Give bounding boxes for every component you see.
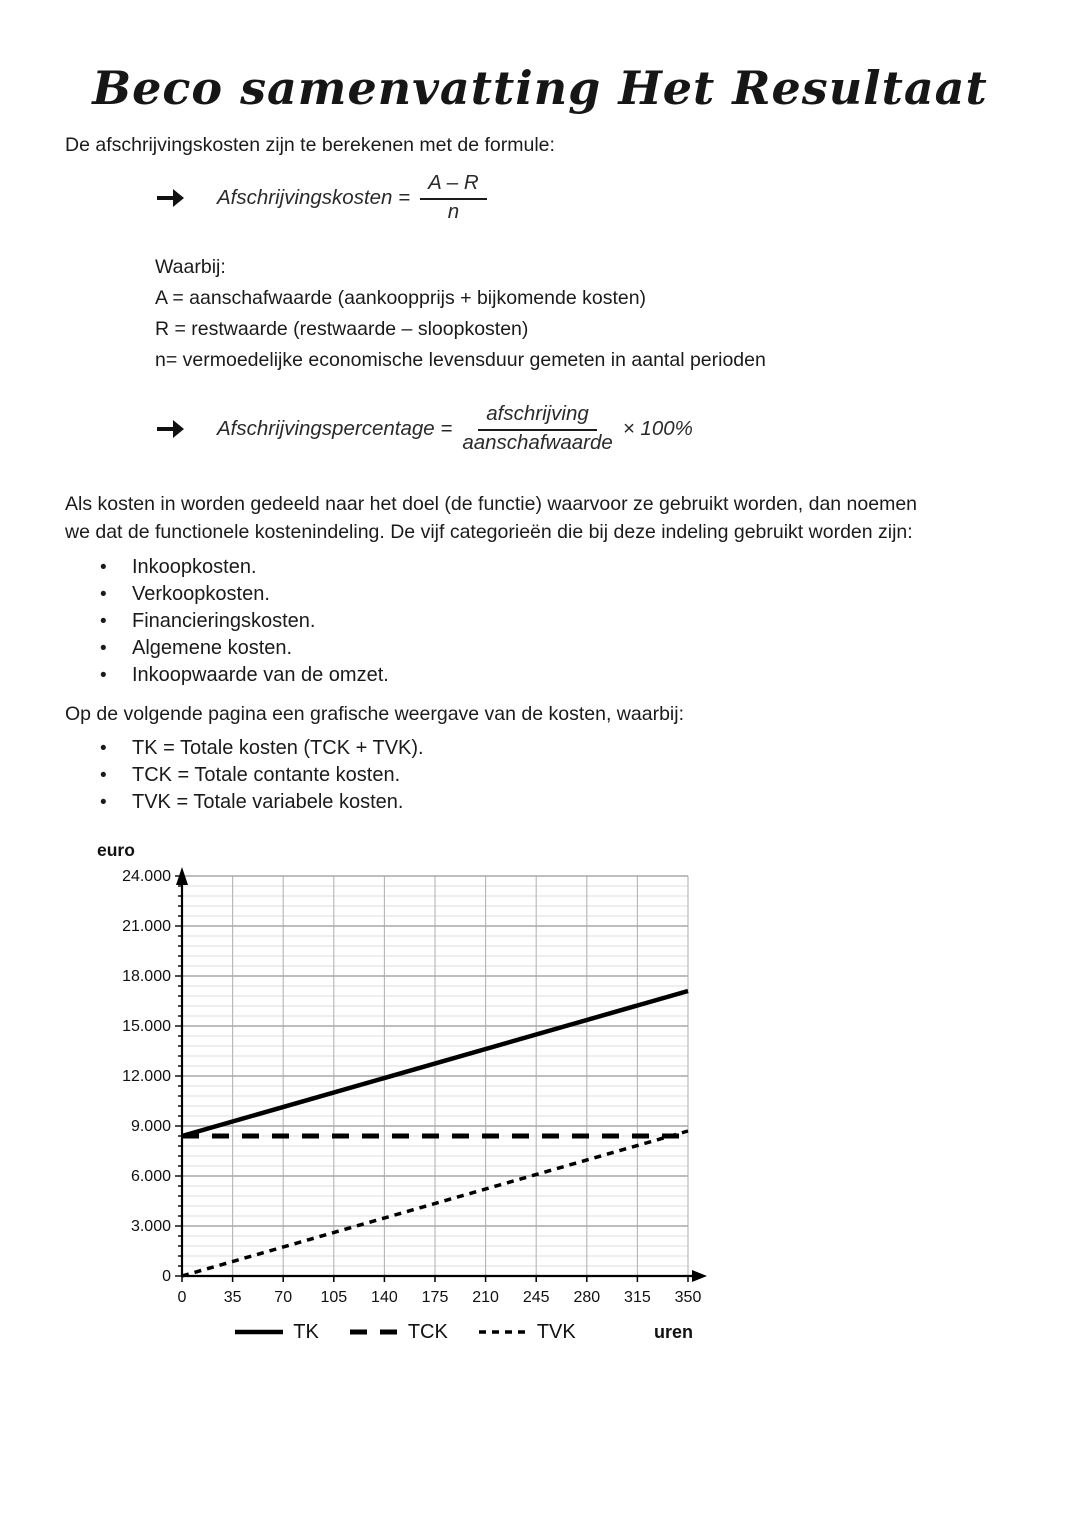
legend-item-tck — [349, 1321, 448, 1344]
list-item — [100, 608, 1080, 635]
paragraph-line: we dat de functionele kostenindeling. De vijf categorieën die bij deze indeling gebruikt worden zijn: — [65, 520, 913, 543]
intro-lead: De afschrijvingskosten zijn te berekenen met de formule: — [65, 133, 555, 156]
formula-lhs: Afschrijvingskosten = — [217, 185, 411, 209]
fraction-numerator: afschrijving — [478, 402, 597, 431]
formula-afschrijvingskosten — [155, 171, 1080, 224]
legend-item-tk — [234, 1321, 319, 1344]
arrow-right-icon — [155, 418, 185, 440]
definition-line: A = aanschafwaarde (aankoopprijs + bijkomende kosten) — [155, 287, 647, 310]
definition-line: R = restwaarde (restwaarde – sloopkosten) — [155, 318, 529, 341]
functional-costs-list — [0, 554, 1080, 689]
list-item — [100, 581, 1080, 608]
long-dash-line-icon — [349, 1326, 399, 1338]
y-tick-label: 15.000 — [122, 1017, 171, 1035]
x-tick-label: 210 — [472, 1288, 499, 1306]
bullet-icon: • — [100, 791, 107, 813]
x-tick-label: 140 — [371, 1288, 398, 1306]
bullet-icon: • — [100, 611, 107, 633]
functional-costs-paragraph — [65, 491, 1080, 546]
x-tick-label: 0 — [177, 1288, 187, 1306]
list-item — [100, 762, 1080, 789]
formula-lhs: Afschrijvingspercentage = — [217, 416, 453, 440]
legend-item-tvk — [478, 1321, 576, 1344]
x-tick-label: 280 — [573, 1288, 601, 1306]
x-tick-label: 245 — [522, 1288, 550, 1306]
fraction-numerator: A – R — [420, 171, 487, 200]
cost-chart — [95, 840, 715, 1344]
fraction — [420, 171, 487, 224]
graph-legend-list — [0, 735, 1080, 816]
y-tick-label: 9.000 — [130, 1117, 171, 1135]
bullet-icon: • — [100, 638, 107, 660]
y-axis-title: euro — [97, 839, 135, 860]
x-tick-label: 315 — [624, 1288, 651, 1306]
x-tick-label: 105 — [320, 1288, 348, 1306]
x-axis-arrow-icon — [692, 1270, 707, 1282]
page-title: Beco samenvatting Het Resultaat — [92, 61, 988, 115]
bullet-icon: • — [100, 557, 107, 579]
y-tick-label: 24.000 — [122, 867, 171, 885]
bullet-icon: • — [100, 764, 107, 786]
bullet-icon: • — [100, 584, 107, 606]
list-item-label: TVK = Totale variabele kosten. — [132, 790, 404, 813]
y-tick-label: 21.000 — [122, 917, 171, 935]
legend-label: TK — [293, 1320, 319, 1343]
list-item-label: TK = Totale kosten (TCK + TVK). — [132, 736, 424, 759]
formula-afschrijvingspercentage — [155, 402, 1080, 455]
fraction-denominator: aanschafwaarde — [462, 430, 613, 454]
formula-suffix: × 100% — [622, 416, 693, 440]
definitions-block — [155, 252, 1080, 376]
list-item-label: TCK = Totale contante kosten. — [132, 763, 401, 786]
y-tick-label: 18.000 — [122, 967, 171, 985]
short-dash-line-icon — [478, 1326, 528, 1338]
list-item — [100, 554, 1080, 581]
list-item — [100, 635, 1080, 662]
x-tick-label: 350 — [674, 1288, 702, 1306]
list-item-label: Inkoopkosten. — [132, 556, 257, 579]
bullet-icon: • — [100, 737, 107, 759]
x-tick-label: 70 — [274, 1288, 293, 1306]
y-tick-label: 12.000 — [122, 1067, 171, 1085]
x-axis-title: uren — [653, 1321, 693, 1342]
waarbij-label: Waarbij: — [155, 256, 226, 279]
solid-line-icon — [234, 1326, 284, 1338]
chart-legend — [95, 1321, 715, 1344]
definition-line: n= vermoedelijke economische levensduur gemeten in aantal perioden — [155, 349, 766, 372]
line-chart — [95, 863, 715, 1311]
list-item-label: Inkoopwaarde van de omzet. — [132, 664, 389, 687]
legend-label: TVK — [536, 1320, 576, 1343]
x-tick-label: 175 — [421, 1288, 449, 1306]
list-item — [100, 735, 1080, 762]
list-item — [100, 789, 1080, 816]
graph-intro-paragraph: Op de volgende pagina een grafische weergave van de kosten, waarbij: — [65, 703, 684, 726]
fraction — [462, 402, 612, 455]
paragraph-line: Als kosten in worden gedeeld naar het doel (de functie) waarvoor ze gebruikt worden, dan noemen — [65, 493, 918, 516]
list-item-label: Algemene kosten. — [132, 637, 293, 660]
legend-label: TCK — [407, 1320, 448, 1343]
y-tick-label: 0 — [162, 1267, 171, 1285]
list-item-label: Verkoopkosten. — [132, 583, 270, 606]
arrow-right-icon — [155, 187, 185, 209]
y-tick-label: 3.000 — [130, 1217, 171, 1235]
y-tick-label: 6.000 — [130, 1167, 171, 1185]
list-item-label: Financieringskosten. — [132, 610, 316, 633]
x-tick-label: 35 — [223, 1288, 242, 1306]
bullet-icon: • — [100, 665, 107, 687]
list-item — [100, 662, 1080, 689]
fraction-denominator: n — [447, 199, 460, 223]
